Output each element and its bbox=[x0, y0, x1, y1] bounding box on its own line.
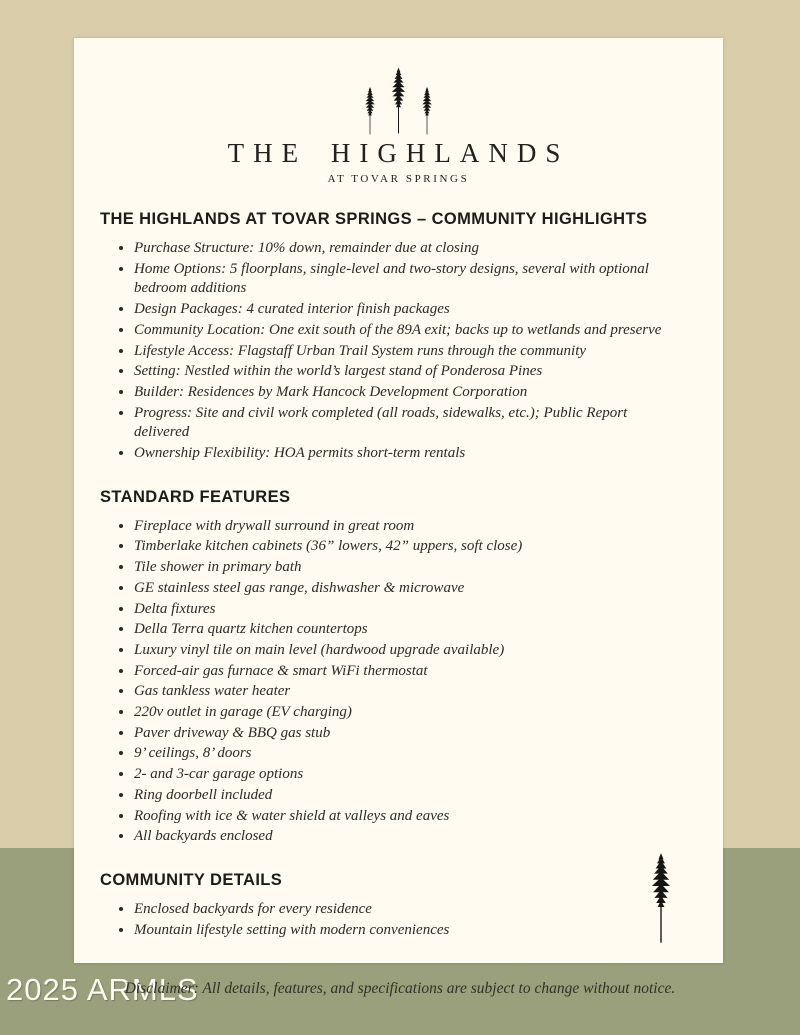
list-item: • Enclosed backyards for every residence bbox=[134, 899, 678, 920]
section bbox=[100, 488, 685, 847]
section bbox=[100, 871, 685, 940]
bullet-list bbox=[100, 238, 678, 464]
list-item: • Design Packages: 4 curated interior finish packages bbox=[134, 299, 678, 320]
list-item: • Builder: Residences by Mark Hancock Development Corporation bbox=[134, 382, 678, 403]
list-item: • Ownership Flexibility: HOA permits short-term rentals bbox=[134, 443, 678, 464]
list-item: • Timberlake kitchen cabinets (36” lowers, 42” uppers, soft close) bbox=[134, 536, 678, 557]
list-item: • GE stainless steel gas range, dishwasher & microwave bbox=[134, 578, 678, 599]
logo-subtitle: AT TOVAR SPRINGS bbox=[327, 173, 470, 185]
bullet-list bbox=[100, 899, 678, 940]
list-item: • Paver driveway & BBQ gas stub bbox=[134, 723, 678, 744]
pine-tree-icon bbox=[361, 87, 379, 135]
list-item: • Tile shower in primary bath bbox=[134, 557, 678, 578]
pine-tree-icon bbox=[386, 67, 411, 135]
list-item: • Delta fixtures bbox=[134, 599, 678, 620]
pine-tree-icon bbox=[644, 853, 678, 949]
flyer-page bbox=[74, 38, 723, 963]
list-item: • 220v outlet in garage (EV charging) bbox=[134, 702, 678, 723]
logo-title: THE HIGHLANDS bbox=[227, 138, 570, 168]
section-heading: THE HIGHLANDS AT TOVAR SPRINGS – COMMUNITY HIGHLIGHTS bbox=[100, 210, 648, 228]
list-item: • Lifestyle Access: Flagstaff Urban Trail System runs through the community bbox=[134, 341, 678, 362]
list-item: • Forced-air gas furnace & smart WiFi thermostat bbox=[134, 661, 678, 682]
list-item: • Ring doorbell included bbox=[134, 785, 678, 806]
list-item: • Mountain lifestyle setting with modern conveniences bbox=[134, 920, 678, 941]
list-item: • Gas tankless water heater bbox=[134, 681, 678, 702]
community-logo bbox=[74, 38, 723, 185]
pine-tree-icon bbox=[418, 87, 436, 135]
disclaimer-text: Disclaimer: All details, features, and specifications are subject to change without notice. bbox=[124, 980, 676, 997]
list-item: • Fireplace with drywall surround in great room bbox=[134, 516, 678, 537]
list-item: • Della Terra quartz kitchen countertops bbox=[134, 619, 678, 640]
list-item: • Home Options: 5 floorplans, single-level and two-story designs, several with optional bedroom additions bbox=[134, 259, 678, 299]
pine-trees-logo-icon bbox=[361, 65, 436, 135]
list-item: • Progress: Site and civil work completed (all roads, sidewalks, etc.); Public Report delivered bbox=[134, 403, 678, 443]
list-item: • Community Location: One exit south of the 89A exit; backs up to wetlands and preserve bbox=[134, 320, 678, 341]
list-item: • 2- and 3-car garage options bbox=[134, 764, 678, 785]
bullet-list bbox=[100, 516, 678, 847]
list-item: • Luxury vinyl tile on main level (hardwood upgrade available) bbox=[134, 640, 678, 661]
list-item: • Roofing with ice & water shield at valleys and eaves bbox=[134, 806, 678, 827]
sections bbox=[74, 210, 723, 940]
armls-watermark: 2025 ARMLS bbox=[6, 972, 199, 1007]
list-item: • 9’ ceilings, 8’ doors bbox=[134, 743, 678, 764]
list-item: • All backyards enclosed bbox=[134, 826, 678, 847]
section-heading: STANDARD FEATURES bbox=[100, 487, 291, 506]
list-item: • Purchase Structure: 10% down, remainder due at closing bbox=[134, 238, 678, 259]
list-item: • Setting: Nestled within the world’s largest stand of Ponderosa Pines bbox=[134, 361, 678, 382]
section bbox=[100, 210, 685, 464]
section-heading: COMMUNITY DETAILS bbox=[100, 870, 283, 889]
